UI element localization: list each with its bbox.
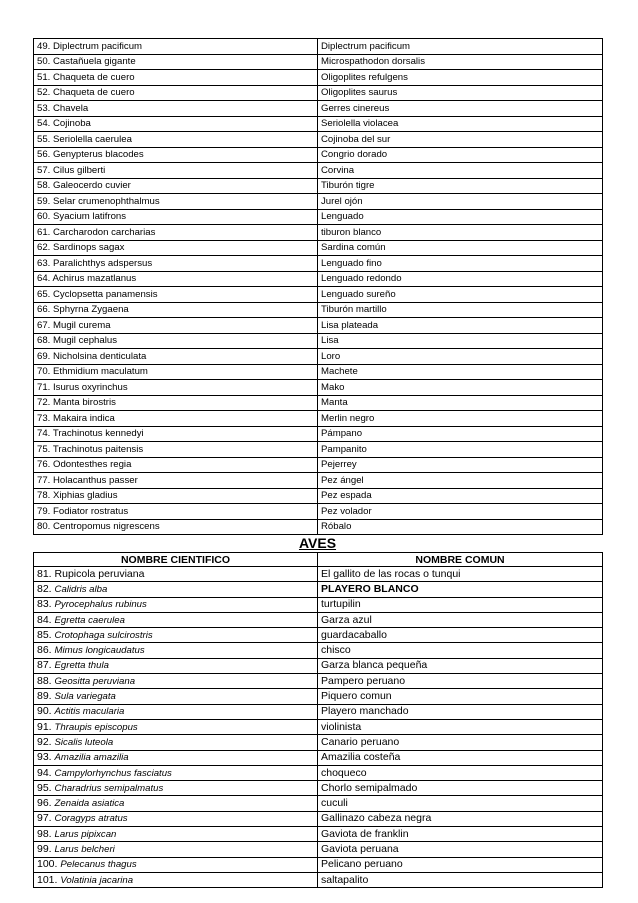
common-name-cell: Pez ángel (318, 473, 603, 489)
scientific-name-cell: 79. Fodiator rostratus (34, 504, 318, 520)
scientific-name-cell: 77. Holacanthus passer (34, 473, 318, 489)
scientific-name: Amazilia amazilia (54, 752, 129, 764)
common-name-cell: Mako (318, 380, 603, 396)
common-name-cell: Pampanito (318, 442, 603, 458)
scientific-name-cell: 73. Makaira indica (34, 411, 318, 427)
table-row (34, 735, 603, 750)
row-number: 83. (37, 598, 52, 611)
common-name-cell: turtupilin (318, 597, 603, 612)
bird-table-header-row (34, 553, 603, 567)
common-name-cell: Congrio dorado (318, 147, 603, 163)
common-name-cell: Loro (318, 349, 603, 365)
table-row (34, 473, 603, 489)
document-page (33, 38, 602, 888)
table-row (34, 225, 603, 241)
row-number: 95. (37, 781, 52, 794)
row-number: 96. (37, 797, 52, 810)
common-name-cell: Lisa (318, 333, 603, 349)
common-name-cell: Oligoplites refulgens (318, 70, 603, 86)
scientific-name-cell (34, 674, 318, 689)
common-name-cell: Pez espada (318, 488, 603, 504)
scientific-name: Larus belcheri (54, 843, 115, 855)
common-name-cell: Gerres cinereus (318, 101, 603, 117)
scientific-name: Thraupis episcopus (54, 721, 138, 733)
common-name-cell: Amazilia costeña (318, 750, 603, 765)
table-row (34, 597, 603, 612)
scientific-name-cell: 75. Trachinotus paitensis (34, 442, 318, 458)
scientific-name: Geositta peruviana (54, 675, 136, 687)
table-row (34, 426, 603, 442)
scientific-name-cell: 50. Castañuela gigante (34, 54, 318, 70)
common-name-cell: Pez volador (318, 504, 603, 520)
table-row (34, 488, 603, 504)
table-row (34, 178, 603, 194)
scientific-name-cell: 61. Carcharodon carcharias (34, 225, 318, 241)
scientific-name-cell: 80. Centropomus nigrescens (34, 519, 318, 535)
table-row (34, 796, 603, 811)
row-number: 100. (37, 858, 58, 871)
table-row (34, 674, 603, 689)
table-row (34, 628, 603, 643)
common-name-cell: Garza azul (318, 612, 603, 627)
table-row (34, 827, 603, 842)
scientific-name-cell (34, 781, 318, 796)
common-name-cell: Oligoplites saurus (318, 85, 603, 101)
table-row (34, 147, 603, 163)
scientific-name: Zenaida asiatica (54, 798, 125, 810)
common-name-cell: Cojinoba del sur (318, 132, 603, 148)
scientific-name: Actitis macularia (54, 706, 125, 718)
scientific-name: Egretta caerulea (54, 614, 125, 626)
row-number: 82. (37, 582, 52, 595)
scientific-name: Charadrius semipalmatus (54, 782, 164, 794)
scientific-name: Rupicola peruviana (54, 567, 145, 580)
common-name-cell: Sardina común (318, 240, 603, 256)
scientific-name: Calidris alba (54, 583, 108, 595)
fish-table (33, 38, 603, 535)
scientific-name-cell (34, 842, 318, 857)
common-name-cell: Gaviota peruana (318, 842, 603, 857)
table-row (34, 504, 603, 520)
scientific-name-cell (34, 582, 318, 597)
table-row (34, 519, 603, 535)
scientific-name-cell: 68. Mugil cephalus (34, 333, 318, 349)
row-number: 89. (37, 690, 52, 703)
scientific-name-cell: 72. Manta birostris (34, 395, 318, 411)
scientific-name-cell: 71. Isurus oxyrinchus (34, 380, 318, 396)
common-name-cell: Machete (318, 364, 603, 380)
common-name-cell: Diplectrum pacificum (318, 39, 603, 55)
table-row (34, 765, 603, 780)
scientific-name-cell: 76. Odontesthes regia (34, 457, 318, 473)
table-row (34, 857, 603, 872)
scientific-name: Larus pipixcan (54, 828, 117, 840)
row-number: 92. (37, 735, 52, 748)
scientific-name-cell: 66. Sphyrna Zygaena (34, 302, 318, 318)
table-row (34, 658, 603, 673)
common-name-cell: Chorlo semipalmado (318, 781, 603, 796)
table-row (34, 811, 603, 826)
scientific-name-cell: 62. Sardinops sagax (34, 240, 318, 256)
scientific-name-cell (34, 567, 318, 582)
table-row (34, 333, 603, 349)
scientific-name-cell (34, 612, 318, 627)
table-row (34, 39, 603, 55)
common-name-cell: Canario peruano (318, 735, 603, 750)
table-row (34, 872, 603, 887)
table-row (34, 380, 603, 396)
common-name-cell: cuculi (318, 796, 603, 811)
row-number: 88. (37, 674, 52, 687)
common-name-cell: Pámpano (318, 426, 603, 442)
common-name-cell: Tiburón martillo (318, 302, 603, 318)
common-name-cell: Róbalo (318, 519, 603, 535)
row-number: 85. (37, 628, 52, 641)
table-row (34, 101, 603, 117)
table-row (34, 750, 603, 765)
scientific-name-cell: 67. Mugil curema (34, 318, 318, 334)
common-name-cell: Microspathodon dorsalis (318, 54, 603, 70)
row-number: 94. (37, 766, 52, 779)
scientific-name-cell (34, 658, 318, 673)
common-name-cell: Piquero comun (318, 689, 603, 704)
scientific-name-cell: 70. Ethmidium maculatum (34, 364, 318, 380)
common-name-cell: Lenguado sureño (318, 287, 603, 303)
scientific-name-cell: 58. Galeocerdo cuvier (34, 178, 318, 194)
row-number: 84. (37, 613, 52, 626)
table-row (34, 582, 603, 597)
scientific-name-cell: 69. Nicholsina denticulata (34, 349, 318, 365)
table-row (34, 442, 603, 458)
row-number: 98. (37, 827, 52, 840)
scientific-name-cell: 49. Diplectrum pacificum (34, 39, 318, 55)
common-name-cell: violinista (318, 719, 603, 734)
row-number: 101. (37, 873, 58, 886)
table-row (34, 302, 603, 318)
table-row (34, 132, 603, 148)
scientific-name: Sula variegata (54, 691, 116, 703)
row-number: 99. (37, 842, 52, 855)
scientific-name: Coragyps atratus (54, 813, 128, 825)
scientific-name-cell (34, 597, 318, 612)
header-common-name: NOMBRE COMUN (318, 553, 603, 567)
common-name-cell: Corvina (318, 163, 603, 179)
row-number: 90. (37, 705, 52, 718)
common-name-cell: Gaviota de franklin (318, 827, 603, 842)
scientific-name-cell: 64. Achirus mazatlanus (34, 271, 318, 287)
table-row (34, 116, 603, 132)
table-row (34, 209, 603, 225)
common-name-cell: saltapalito (318, 872, 603, 887)
scientific-name-cell (34, 689, 318, 704)
scientific-name: Volatinia jacarina (60, 874, 134, 886)
common-name-cell: chisco (318, 643, 603, 658)
table-row (34, 719, 603, 734)
common-name-cell: Gallinazo cabeza negra (318, 811, 603, 826)
scientific-name-cell: 60. Syacium latifrons (34, 209, 318, 225)
table-row (34, 256, 603, 272)
common-name-cell: PLAYERO BLANCO (318, 582, 603, 597)
common-name-cell: Merlin negro (318, 411, 603, 427)
scientific-name-cell (34, 750, 318, 765)
scientific-name-cell: 74. Trachinotus kennedyi (34, 426, 318, 442)
row-number: 91. (37, 720, 52, 733)
common-name-cell: Lisa plateada (318, 318, 603, 334)
scientific-name-cell (34, 857, 318, 872)
table-row (34, 287, 603, 303)
scientific-name-cell (34, 796, 318, 811)
scientific-name-cell: 51. Chaqueta de cuero (34, 70, 318, 86)
table-row (34, 842, 603, 857)
header-scientific-name: NOMBRE CIENTIFICO (34, 553, 318, 567)
bird-table (33, 552, 603, 888)
scientific-name-cell: 59. Selar crumenophthalmus (34, 194, 318, 210)
table-row (34, 194, 603, 210)
table-row (34, 411, 603, 427)
scientific-name-cell: 52. Chaqueta de cuero (34, 85, 318, 101)
scientific-name: Egretta thula (54, 660, 109, 672)
scientific-name-cell (34, 811, 318, 826)
table-row (34, 612, 603, 627)
table-row (34, 318, 603, 334)
scientific-name-cell (34, 765, 318, 780)
row-number: 86. (37, 644, 52, 657)
common-name-cell: Seriolella violacea (318, 116, 603, 132)
table-row (34, 395, 603, 411)
table-row (34, 781, 603, 796)
common-name-cell: Pejerrey (318, 457, 603, 473)
row-number: 93. (37, 751, 52, 764)
scientific-name: Campylorhynchus fasciatus (54, 767, 172, 779)
scientific-name: Pelecanus thagus (60, 859, 137, 871)
table-row (34, 85, 603, 101)
row-number: 87. (37, 659, 52, 672)
common-name-cell: Jurel ojón (318, 194, 603, 210)
scientific-name: Pyrocephalus rubinus (54, 599, 147, 611)
scientific-name: Mimus longicaudatus (54, 645, 145, 657)
scientific-name-cell (34, 872, 318, 887)
common-name-cell: choqueco (318, 765, 603, 780)
common-name-cell: Pelicano peruano (318, 857, 603, 872)
scientific-name-cell (34, 735, 318, 750)
scientific-name-cell: 56. Genypterus blacodes (34, 147, 318, 163)
table-row (34, 271, 603, 287)
scientific-name-cell: 57. Cilus gilberti (34, 163, 318, 179)
common-name-cell: Garza blanca pequeña (318, 658, 603, 673)
table-row (34, 567, 603, 582)
table-row (34, 364, 603, 380)
scientific-name-cell (34, 827, 318, 842)
table-row (34, 457, 603, 473)
table-row (34, 163, 603, 179)
scientific-name: Sicalis luteola (54, 736, 114, 748)
scientific-name-cell: 63. Paralichthys adspersus (34, 256, 318, 272)
scientific-name-cell (34, 628, 318, 643)
scientific-name-cell: 54. Cojinoba (34, 116, 318, 132)
table-row (34, 54, 603, 70)
table-row (34, 240, 603, 256)
scientific-name-cell: 53. Chavela (34, 101, 318, 117)
common-name-cell: Pampero peruano (318, 674, 603, 689)
table-row (34, 689, 603, 704)
common-name-cell: guardacaballo (318, 628, 603, 643)
row-number: 97. (37, 812, 52, 825)
table-row (34, 704, 603, 719)
common-name-cell: Tiburón tigre (318, 178, 603, 194)
common-name-cell: Lenguado redondo (318, 271, 603, 287)
common-name-cell: El gallito de las rocas o tunqui (318, 567, 603, 582)
section-title-aves: AVES (298, 535, 337, 551)
scientific-name-cell: 78. Xiphias gladius (34, 488, 318, 504)
table-row (34, 349, 603, 365)
common-name-cell: Manta (318, 395, 603, 411)
scientific-name-cell (34, 643, 318, 658)
common-name-cell: tiburon blanco (318, 225, 603, 241)
table-row (34, 643, 603, 658)
scientific-name-cell: 55. Seriolella caerulea (34, 132, 318, 148)
common-name-cell: Playero manchado (318, 704, 603, 719)
scientific-name: Crotophaga sulcirostris (54, 629, 153, 641)
scientific-name-cell: 65. Cyclopsetta panamensis (34, 287, 318, 303)
table-row (34, 70, 603, 86)
common-name-cell: Lenguado (318, 209, 603, 225)
row-number: 81. (37, 567, 52, 580)
common-name-cell: Lenguado fino (318, 256, 603, 272)
scientific-name-cell (34, 704, 318, 719)
scientific-name-cell (34, 719, 318, 734)
